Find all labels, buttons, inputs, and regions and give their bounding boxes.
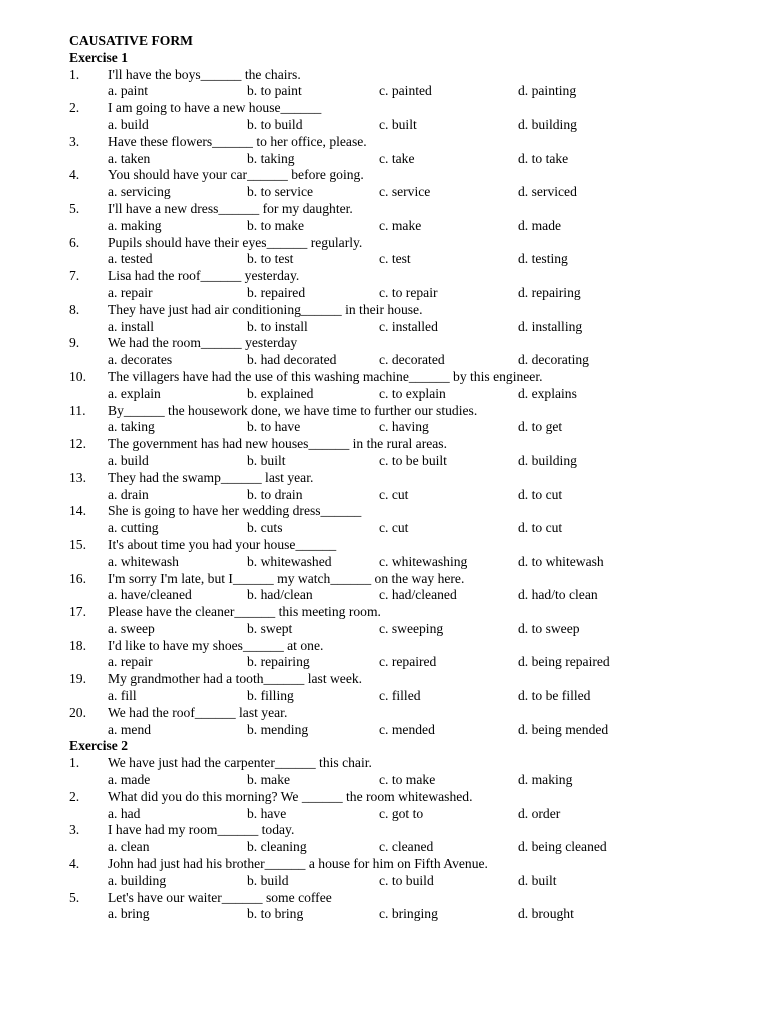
question-number: 2.	[69, 100, 80, 116]
question-line	[69, 571, 749, 588]
option-b: b. mending	[247, 721, 309, 737]
options-line	[69, 587, 749, 604]
question-text: Lisa had the roof______ yesterday.	[108, 268, 300, 284]
option-c: c. painted	[379, 83, 432, 99]
question-number: 8.	[69, 301, 80, 317]
option-a: a. servicing	[108, 184, 171, 200]
option-d: d. to sweep	[518, 620, 580, 636]
question-number: 1.	[69, 66, 80, 82]
question-text: You should have your car______ before going.	[108, 167, 364, 183]
option-a: a. build	[108, 116, 149, 132]
option-c: c. to explain	[379, 385, 446, 401]
exercise-heading: Exercise 2	[69, 738, 129, 754]
option-a: a. decorates	[108, 352, 173, 368]
question-number: 3.	[69, 822, 80, 838]
question-number: 10.	[69, 368, 86, 384]
option-b: b. to build	[247, 116, 303, 132]
option-c: c. having	[379, 419, 429, 435]
question-number: 17.	[69, 604, 86, 620]
question-text: Let's have our waiter______ some coffee	[108, 889, 332, 905]
option-d: d. decorating	[518, 352, 589, 368]
exercise-heading: Exercise 1	[69, 49, 129, 65]
options-line	[69, 117, 749, 134]
option-a: a. tested	[108, 251, 153, 267]
option-d: d. being repaired	[518, 654, 610, 670]
option-c: c. cut	[379, 520, 409, 536]
exercise-list	[69, 50, 749, 923]
option-a: a. explain	[108, 385, 161, 401]
options-line	[69, 184, 749, 201]
option-c: c. filled	[379, 688, 421, 704]
option-d: d. installing	[518, 318, 583, 334]
options-line	[69, 218, 749, 235]
question-number: 4.	[69, 856, 80, 872]
question-number: 15.	[69, 536, 86, 552]
option-a: a. drain	[108, 486, 149, 502]
option-b: b. explained	[247, 385, 314, 401]
question-number: 1.	[69, 755, 80, 771]
option-b: b. build	[247, 872, 289, 888]
option-b: b. had decorated	[247, 352, 337, 368]
options-line	[69, 654, 749, 671]
options-line	[69, 83, 749, 100]
option-c: c. repaired	[379, 654, 437, 670]
question-text: The villagers have had the use of this washing machine______ by this engineer.	[108, 368, 543, 384]
question-number: 18.	[69, 637, 86, 653]
question-line	[69, 705, 749, 722]
question-line	[69, 67, 749, 84]
question-number: 5.	[69, 889, 80, 905]
option-b: b. built	[247, 452, 286, 468]
question-number: 7.	[69, 268, 80, 284]
question-line	[69, 369, 749, 386]
option-b: b. to have	[247, 419, 301, 435]
question-text: They had the swamp______ last year.	[108, 469, 314, 485]
options-line	[69, 722, 749, 739]
question-line	[69, 134, 749, 151]
option-c: c. sweeping	[379, 620, 444, 636]
option-d: d. order	[518, 805, 561, 821]
question-line	[69, 755, 749, 772]
question-number: 2.	[69, 788, 80, 804]
option-d: d. to take	[518, 150, 569, 166]
option-d: d. being mended	[518, 721, 609, 737]
options-line	[69, 487, 749, 504]
option-a: a. fill	[108, 688, 137, 704]
options-line	[69, 806, 749, 823]
question-line	[69, 100, 749, 117]
question-text: It's about time you had your house______	[108, 536, 337, 552]
question-text: She is going to have her wedding dress______	[108, 503, 362, 519]
question-text: We had the room______ yesterday	[108, 335, 298, 351]
option-d: d. building	[518, 116, 577, 132]
option-d: d. to get	[518, 419, 563, 435]
option-b: b. whitewashed	[247, 553, 332, 569]
question-line	[69, 403, 749, 420]
option-b: b. taking	[247, 150, 295, 166]
options-line	[69, 906, 749, 923]
question-number: 16.	[69, 570, 86, 586]
option-c: c. had/cleaned	[379, 587, 457, 603]
option-c: c. make	[379, 217, 422, 233]
option-c: c. test	[379, 251, 411, 267]
option-d: d. building	[518, 452, 577, 468]
options-line	[69, 554, 749, 571]
question-line	[69, 856, 749, 873]
question-number: 13.	[69, 469, 86, 485]
options-line	[69, 688, 749, 705]
option-c: c. service	[379, 184, 431, 200]
options-line	[69, 352, 749, 369]
option-a: a. taking	[108, 419, 155, 435]
option-a: a. clean	[108, 839, 150, 855]
question-line	[69, 890, 749, 907]
question-text: Pupils should have their eyes______ regularly.	[108, 234, 363, 250]
page-title: CAUSATIVE FORM	[69, 33, 193, 48]
options-line	[69, 621, 749, 638]
option-b: b. swept	[247, 620, 293, 636]
option-a: a. cutting	[108, 520, 159, 536]
question-text: John had just had his brother______ a house for him on Fifth Avenue.	[108, 856, 488, 872]
option-d: d. repairing	[518, 284, 581, 300]
question-line	[69, 503, 749, 520]
option-b: b. cuts	[247, 520, 283, 536]
option-a: a. mend	[108, 721, 152, 737]
question-text: We have just had the carpenter______ this chair.	[108, 755, 372, 771]
question-number: 3.	[69, 133, 80, 149]
question-line	[69, 335, 749, 352]
option-b: b. to paint	[247, 83, 302, 99]
question-number: 6.	[69, 234, 80, 250]
question-line	[69, 789, 749, 806]
option-d: d. serviced	[518, 184, 577, 200]
question-line	[69, 671, 749, 688]
option-d: d. brought	[518, 906, 574, 922]
question-text: Have these flowers______ to her office, please.	[108, 133, 367, 149]
question-line	[69, 235, 749, 252]
option-c: c. decorated	[379, 352, 445, 368]
question-number: 20.	[69, 704, 86, 720]
option-a: a. made	[108, 772, 151, 788]
options-line	[69, 285, 749, 302]
question-line	[69, 436, 749, 453]
option-d: d. to cut	[518, 520, 563, 536]
option-d: d. made	[518, 217, 562, 233]
option-b: b. have	[247, 805, 287, 821]
option-d: d. built	[518, 872, 557, 888]
question-number: 9.	[69, 335, 80, 351]
option-c: c. to make	[379, 772, 436, 788]
option-d: d. being cleaned	[518, 839, 607, 855]
question-line	[69, 302, 749, 319]
question-line	[69, 638, 749, 655]
question-line	[69, 537, 749, 554]
question-text: By______ the housework done, we have time to further our studies.	[108, 402, 478, 418]
option-b: b. filling	[247, 688, 294, 704]
question-text: I'll have the boys______ the chairs.	[108, 66, 301, 82]
option-c: c. mended	[379, 721, 435, 737]
options-line	[69, 419, 749, 436]
question-line	[69, 822, 749, 839]
option-d: d. to cut	[518, 486, 563, 502]
option-a: a. making	[108, 217, 162, 233]
option-a: a. build	[108, 452, 149, 468]
question-text: I am going to have a new house______	[108, 100, 322, 116]
option-a: a. have/cleaned	[108, 587, 192, 603]
option-a: a. paint	[108, 83, 149, 99]
option-c: c. whitewashing	[379, 553, 468, 569]
option-c: c. bringing	[379, 906, 438, 922]
option-d: d. making	[518, 772, 573, 788]
question-text: I'm sorry I'm late, but I______ my watch______ on the way here.	[108, 570, 465, 586]
question-number: 14.	[69, 503, 86, 519]
question-number: 11.	[69, 402, 86, 418]
option-a: a. sweep	[108, 620, 155, 636]
options-line	[69, 453, 749, 470]
question-number: 4.	[69, 167, 80, 183]
option-b: b. to bring	[247, 906, 304, 922]
option-a: a. repair	[108, 654, 153, 670]
question-text: What did you do this morning? We ______ the room whitewashed.	[108, 788, 473, 804]
question-text: I have had my room______ today.	[108, 822, 295, 838]
question-text: They have just had air conditioning______ in their house.	[108, 301, 423, 317]
options-line	[69, 151, 749, 168]
option-b: b. had/clean	[247, 587, 313, 603]
question-text: Please have the cleaner______ this meeting room.	[108, 604, 381, 620]
options-line	[69, 251, 749, 268]
question-text: My grandmother had a tooth______ last week.	[108, 671, 363, 687]
option-d: d. painting	[518, 83, 577, 99]
options-line	[69, 386, 749, 403]
option-a: a. whitewash	[108, 553, 179, 569]
question-line	[69, 470, 749, 487]
option-b: b. to service	[247, 184, 314, 200]
options-line	[69, 873, 749, 890]
option-b: b. make	[247, 772, 291, 788]
option-a: a. taken	[108, 150, 151, 166]
option-c: c. cleaned	[379, 839, 434, 855]
option-c: c. to build	[379, 872, 434, 888]
question-text: I'll have a new dress______ for my daughter.	[108, 200, 353, 216]
option-b: b. to install	[247, 318, 308, 334]
question-number: 12.	[69, 436, 86, 452]
question-line	[69, 604, 749, 621]
question-line	[69, 167, 749, 184]
option-a: a. had	[108, 805, 141, 821]
question-text: I'd like to have my shoes______ at one.	[108, 637, 324, 653]
question-number: 5.	[69, 200, 80, 216]
option-c: c. installed	[379, 318, 438, 334]
option-d: d. to be filled	[518, 688, 591, 704]
option-a: a. building	[108, 872, 167, 888]
option-a: a. bring	[108, 906, 150, 922]
option-b: b. to test	[247, 251, 294, 267]
document	[69, 33, 749, 923]
option-b: b. repaired	[247, 284, 306, 300]
option-c: c. take	[379, 150, 415, 166]
question-line	[69, 268, 749, 285]
option-a: a. install	[108, 318, 155, 334]
question-text: We had the roof______ last year.	[108, 704, 288, 720]
option-d: d. explains	[518, 385, 577, 401]
options-line	[69, 839, 749, 856]
option-c: c. to be built	[379, 452, 447, 468]
options-line	[69, 319, 749, 336]
option-c: c. cut	[379, 486, 409, 502]
option-d: d. testing	[518, 251, 568, 267]
option-a: a. repair	[108, 284, 153, 300]
options-line	[69, 520, 749, 537]
option-b: b. repairing	[247, 654, 310, 670]
option-d: d. to whitewash	[518, 553, 604, 569]
option-c: c. built	[379, 116, 417, 132]
question-line	[69, 201, 749, 218]
options-line	[69, 772, 749, 789]
option-b: b. to make	[247, 217, 305, 233]
question-number: 19.	[69, 671, 86, 687]
option-c: c. got to	[379, 805, 424, 821]
option-b: b. to drain	[247, 486, 303, 502]
option-b: b. cleaning	[247, 839, 307, 855]
option-d: d. had/to clean	[518, 587, 598, 603]
option-c: c. to repair	[379, 284, 438, 300]
question-text: The government has had new houses______ in the rural areas.	[108, 436, 447, 452]
